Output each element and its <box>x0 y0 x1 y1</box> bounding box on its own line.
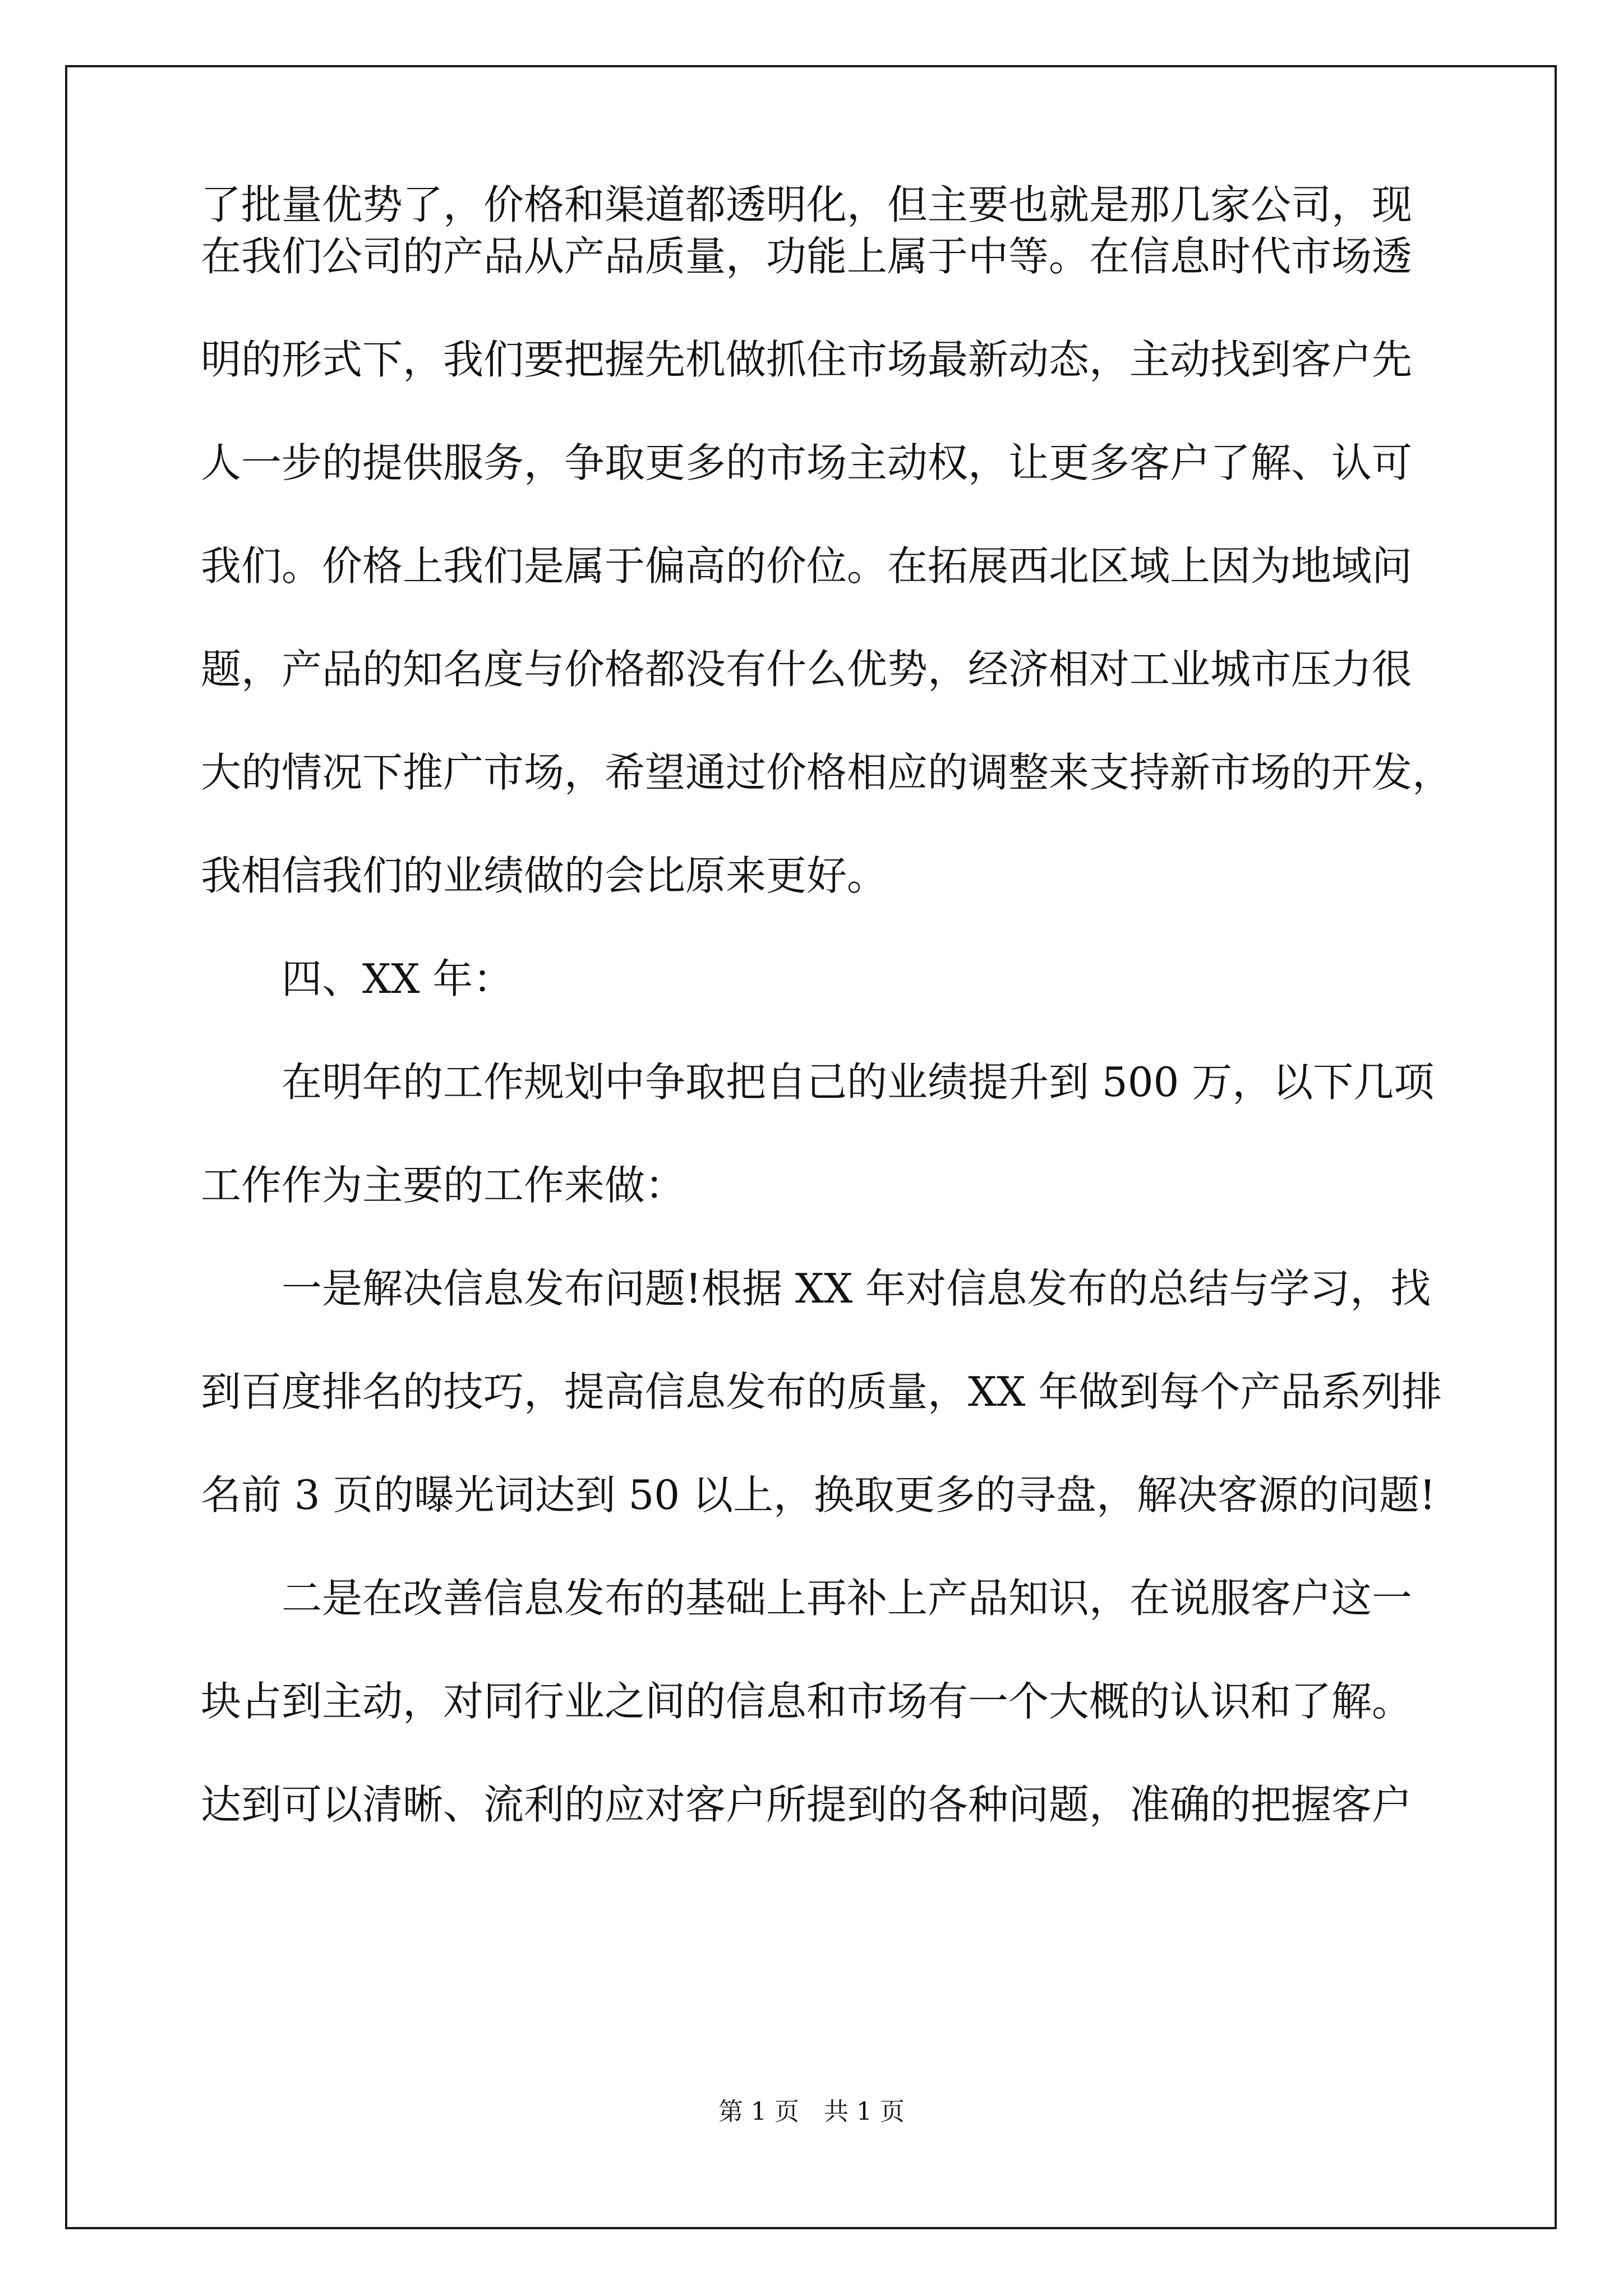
text-line: 大的情况下推广市场，希望通过价格相应的调整来支持新市场的开发， <box>201 749 1453 796</box>
text-line: 在明年的工作规划中争取把自己的业绩提升到 500 万，以下几项 <box>201 1059 1435 1106</box>
text-line: 块占到主动，对同行业之间的信息和市场有一个大概的认识和了解。 <box>201 1678 1413 1725</box>
text-line: 名前 3 页的曝光词达到 50 以上，换取更多的寻盘，解决客源的问题! <box>201 1471 1436 1519</box>
text-line: 明的形式下，我们要把握先机做抓住市场最新动态，主动找到客户先 <box>201 336 1413 383</box>
text-line: 我相信我们的业绩做的会比原来更好。 <box>201 852 888 899</box>
page-number: 第 1 页 共 1 页 <box>718 2097 905 2126</box>
text-line: 人一步的提供服务，争取更多的市场主动权，让更多客户了解、认可 <box>201 439 1413 486</box>
text-line: 工作作为主要的工作来做： <box>201 1162 686 1209</box>
text-line: 题，产品的知名度与价格都没有什么优势，经济相对工业城市压力很 <box>201 646 1413 693</box>
document-body: 了批量优势了，价格和渠道都透明化，但主要也就是那几家公司，现 在我们公司的产品从产品质量，功能上属于中等。在信息时代市场透 明的形式下，我们要把握先机做抓住市场最新动态，主动找到客户先 人一步的提供服务，争取更多的市场主动权，让更多客户了解、认可 我们。价格上我们是属于偏高的价位。在拓展西北区域上因为地域问 题，产品的知名度与价格都没有什么优势，经济相对工业城市压力很 大的情况下推广市场，希望通过价格相应的调整来支持新市场的开发， 我相信我们的业绩做的会比原来更好。 四、XX 年： 在明年的工作规划中争取把自己的业绩提升到 500 万，以下几项 工作作为主要的工作来做： 一是解决信息发布问题!根据 XX 年对信息发布的总结与学习，找 到百度排名的技巧，提高信息发布的质量，XX 年做到每个产品系列排 名前 3 页的曝光词达到 50 以上，换取更多的寻盘，解决客源的问题! 二是在改善信息发布的基础上再补上产品知识，在说服客户这一 块占到主动，对同行业之间的信息和市场有一个大概的认识和了解。 达到可以清晰、流利的应对客户所提到的各种问题，准确的把握客户 <box>201 205 1463 1856</box>
section-heading: 四、XX 年： <box>201 955 514 1002</box>
text-line: 二是在改善信息发布的基础上再补上产品知识，在说服客户这一 <box>201 1575 1413 1622</box>
text-line: 在我们公司的产品从产品质量，功能上属于中等。在信息时代市场透 <box>201 233 1413 280</box>
text-line: 一是解决信息发布问题!根据 XX 年对信息发布的总结与学习，找 <box>201 1265 1431 1312</box>
text-line: 到百度排名的技巧，提高信息发布的质量，XX 年做到每个产品系列排 <box>201 1368 1442 1415</box>
text-line: 达到可以清晰、流利的应对客户所提到的各种问题，准确的把握客户 <box>201 1781 1413 1828</box>
text-line: 我们。价格上我们是属于偏高的价位。在拓展西北区域上因为地域问 <box>201 542 1413 590</box>
